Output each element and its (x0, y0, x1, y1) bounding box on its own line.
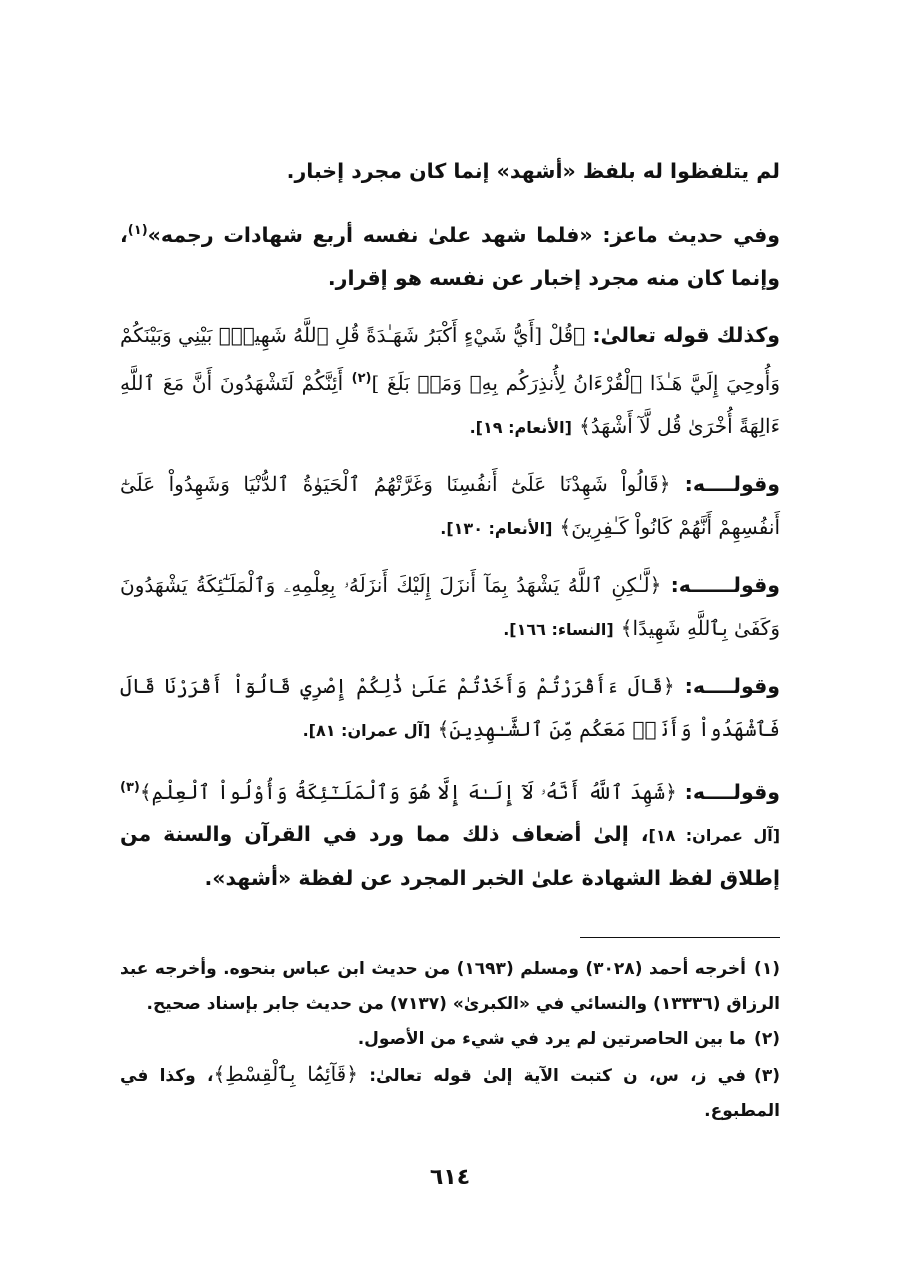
footnote-ref-2[interactable]: (٢) (351, 370, 372, 386)
paragraph-6 (120, 665, 780, 752)
footnote-text: ما بين الحاصرتين لم يرد في شيء من الأصول. (357, 1029, 746, 1049)
paragraph-3 (120, 314, 780, 449)
quran-verse-anam-19-a: ﴿قُلْ [أَيُّ شَيْءٍ أَكْبَرُ شَهَـٰدَةً قُلِ ٱللَّهُ شَهِيدُۢ بَيْنِي وَبَيْنَكُمْ وَأُوحِيَ إِلَيَّ هَـٰذَا ٱلْقُرْءَانُ لِأُنذِرَكُم بِهِۦ وَمَنۢ بَلَغَ ] (120, 322, 780, 395)
footnote-ref-3[interactable]: (٣) (120, 779, 140, 795)
footnote-number: (٢) (754, 1029, 780, 1049)
footnote-text: أخرجه أحمد (٣٠٢٨) ومسلم (١٦٩٣) من حديث ابن عباس بنحوه. وأخرجه عبد الرزاق (١٣٣٣٦) والنسائي في «الكبرىٰ» (٧١٣٧) من حديث جابر بإسناد صحيح. (120, 959, 780, 1014)
quran-verse-imran-18: ﴿شَهِدَ ٱللَّهُ أَنَّهُۥ لَآ إِلَـٰهَ إِلَّا هُوَ وَٱلْمَلَـٰٓئِكَةُ وَأُوْلُواْ ٱلْعِلْمِ﴾ (139, 779, 677, 804)
footnote-3 (120, 1057, 780, 1129)
quran-verse-anam-130: ﴿قَالُواْ شَهِدْنَا عَلَىٰٓ أَنفُسِنَا وَغَرَّتْهُمُ ٱلْحَيَوٰةُ ٱلدُّنْيَا وَشَهِدُواْ عَلَىٰٓ أَنفُسِهِمْ أَنَّهُمْ كَانُواْ كَـٰفِرِينَ﴾ (120, 471, 780, 539)
footnote-number: (٣) (754, 1066, 780, 1086)
footnote-number: (١) (754, 959, 780, 979)
footnote-verse: ﴿قَآئِمَۢا بِٱلْقِسْطِ﴾ (213, 1062, 358, 1086)
quran-verse-imran-81: ﴿قَالَ ءَأَقْرَرْتُمْ وَأَخَذْتُمْ عَلَىٰ ذَٰلِكُمْ إِصْرِي قَالُوٓاْ أَقْرَرْنَا قَالَ فَٱشْهَدُواْ وَأَنَا۠ مَعَكُم مِّنَ ٱلشَّـٰهِدِينَ﴾ (120, 673, 780, 741)
paragraph-6-intro: وقولــــه: (684, 673, 780, 698)
quran-verse-nisa-166: ﴿لَّـٰكِنِ ٱللَّهُ يَشْهَدُ بِمَآ أَنزَلَ إِلَيْكَ أَنزَلَهُۥ بِعِلْمِهِۦ وَٱلْمَلَـٰٓئِكَةُ يَشْهَدُونَ وَكَفَىٰ بِٱللَّهِ شَهِيدًا﴾ (120, 572, 780, 640)
verse-reference: [آل عمران: ٨١]. (302, 720, 431, 740)
paragraph-1-text: لم يتلفظوا له بلفظ «أشهد» إنما كان مجرد إخبار. (286, 159, 780, 183)
footnote-text-end: ، وكذا في المطبوع. (120, 1066, 780, 1121)
hadith-text: وفي حديث ماعز: «فلما شهد علىٰ نفسه أربع شهادات رجمه» (147, 222, 780, 247)
verse-reference: [الأنعام: ١٣٠]. (440, 518, 553, 538)
footnote-text: في ز، س، ن كتبت الآية إلىٰ قوله تعالىٰ: (369, 1066, 746, 1086)
paragraph-2 (120, 209, 780, 300)
quran-verse-anam-19-b: أَئِنَّكُمْ لَتَشْهَدُونَ أَنَّ مَعَ ٱللَّهِ ءَالِهَةً أُخْرَىٰ قُل لَّآ أَشْهَدُ﴾ (120, 370, 780, 438)
footnotes (120, 952, 780, 1129)
paragraph-2-text: ، وإنما كان منه مجرد إخبار عن نفسه هو إقرار. (120, 222, 780, 290)
paragraph-4 (120, 463, 780, 550)
paragraph-7-text: ، إلىٰ أضعاف ذلك مما ورد في القرآن والسنة من إطلاق لفظ الشهادة علىٰ الخبر المجرد عن لفظة «أشهد». (120, 822, 780, 891)
paragraph-1 (120, 150, 780, 193)
footnote-2 (120, 1022, 780, 1057)
footnote-ref-1[interactable]: (١) (127, 223, 148, 238)
paragraph-5-intro: وقولــــــه: (670, 572, 780, 597)
paragraph-7 (120, 766, 780, 901)
verse-reference: [آل عمران: ١٨] (648, 826, 781, 846)
main-text (120, 150, 780, 914)
footnote-1 (120, 952, 780, 1022)
paragraph-7-intro: وقولــــه: (684, 779, 781, 804)
paragraph-4-intro: وقولــــه: (684, 471, 780, 496)
verse-reference: [النساء: ١٦٦]. (503, 619, 614, 639)
paragraph-3-intro: وكذلك قوله تعالىٰ: (592, 322, 781, 347)
verse-reference: [الأنعام: ١٩]. (469, 417, 572, 437)
footnote-divider (580, 937, 780, 938)
paragraph-5 (120, 564, 780, 651)
page-number: ٦١٤ (429, 1165, 471, 1190)
